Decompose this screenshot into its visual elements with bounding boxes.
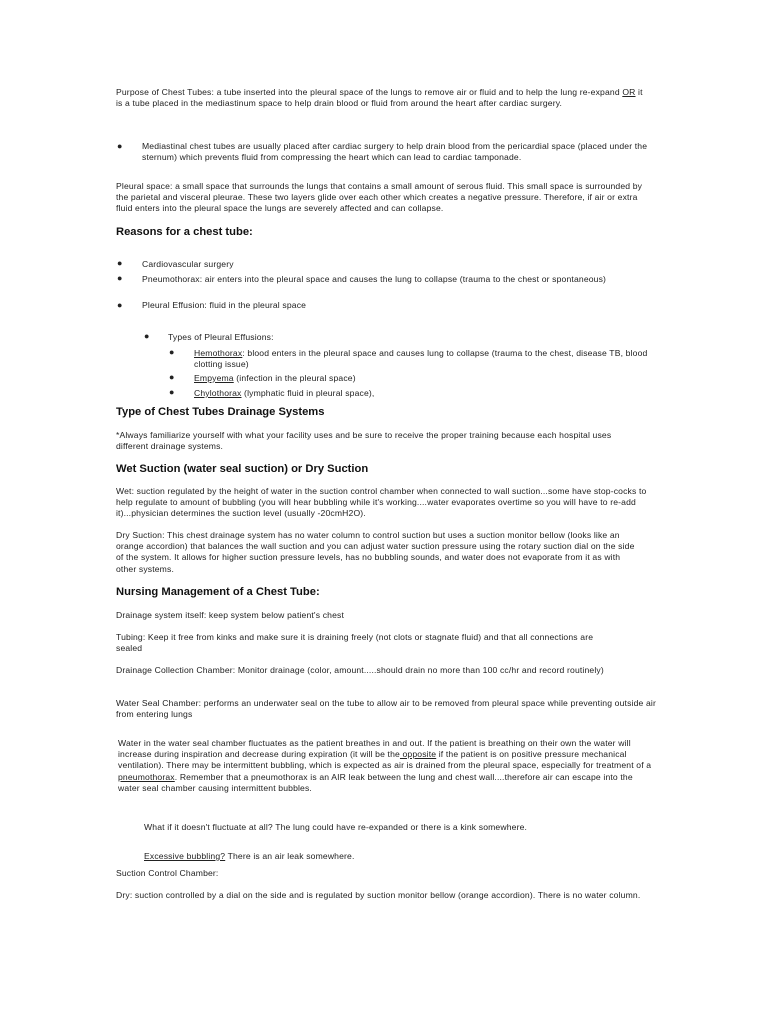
effusion-desc: : blood enters in the pleural space and causes lung to collapse (trauma to the chest, disease TB, blood clotting issue) — [194, 348, 648, 370]
excessive-bubbling-desc: There is an air leak somewhere. — [225, 851, 355, 861]
reason-item: Cardiovascular surgery — [142, 259, 234, 269]
drainage-heading: Type of Chest Tubes Drainage Systems — [116, 406, 325, 418]
effusion-types-label: Types of Pleural Effusions: — [168, 332, 274, 342]
fluct-pneumothorax: pneumothorax — [118, 771, 175, 782]
purpose-or: OR — [622, 87, 636, 97]
effusion-item — [194, 348, 654, 370]
bullet-icon: ● — [117, 141, 123, 151]
effusion-term: Chylothorax — [194, 388, 242, 398]
purpose-text-1: Purpose of Chest Tubes: a tube inserted into the pleural space of the lungs to remove air or fluid and to help the lung re-expand — [116, 87, 623, 97]
purpose-paragraph — [116, 87, 646, 109]
reasons-heading: Reasons for a chest tube: — [116, 226, 253, 238]
effusion-term: Hemothorax — [194, 348, 243, 358]
dry-control-text: Dry: suction controlled by a dial on the side and is regulated by suction monitor bellow (orange accordion). There is no water column. — [116, 890, 641, 900]
purpose-text-2: it is a tube placed in the mediastinum space to help drain blood or fluid from around the heart after cardiac surgery. — [116, 87, 643, 109]
fluct-text-1: Water in the water seal chamber fluctuates as the patient breathes in and out. If the patient is breathing on their own the water will increase during inspiration and decrease during expiration (it will be the — [118, 738, 631, 760]
fluct-text-2: if the patient is on positive pressure mechanical ventilation). There may be intermittent bubbling, which is expected as air is drained from the pleural space, especially for treatment of a — [118, 749, 652, 771]
suction-control-label: Suction Control Chamber: — [116, 868, 219, 878]
excessive-bubbling-text — [144, 851, 644, 862]
reason-item: Pneumothorax: air enters into the pleural space and causes the lung to collapse (trauma to the chest or spontaneous) — [142, 274, 607, 284]
mediastinal-bullet-text: Mediastinal chest tubes are usually placed after cardiac surgery to help drain blood from the pericardial space (placed under the sternum) which prevents fluid from compressing the heart which can lead to cardiac tamponade. — [142, 141, 648, 163]
excessive-bubbling-term: Excessive bubbling? — [144, 851, 226, 861]
wet-suction-paragraph: Wet: suction regulated by the height of water in the suction control chamber when connected to wall suction...some have stop-cocks to help regulate to amount of bubbling (you will hear bubbling while it's working....water evaporates overtime so you will have to re-add it)...physician determines the suction level (usually -20cmH2O). — [116, 486, 647, 519]
effusion-item — [194, 388, 654, 399]
no-fluctuation-text: What if it doesn't fluctuate at all? The lung could have re-expanded or there is a kink somewhere. — [144, 822, 528, 832]
effusion-term: Empyema — [194, 373, 234, 383]
bullet-icon: ● — [169, 347, 175, 357]
dry-suction-paragraph: Dry Suction: This chest drainage system has no water column to control suction but uses a suction monitor bellow (looks like an orange accordion) that balances the wall suction and you can adjust water suction pressure using the rotary suction dial on the side of the system. It allows for higher suction pressure levels, has no bubbling sounds, and water does not evaporate from it as with other systems. — [116, 530, 635, 574]
water-seal-text: Water Seal Chamber: performs an underwater seal on the tube to allow air to be removed from pleural space while preventing outside air from entering lungs — [116, 698, 656, 720]
fluct-opposite: opposite — [399, 749, 437, 760]
reason-item: Pleural Effusion: fluid in the pleural space — [142, 300, 307, 310]
bullet-icon: ● — [117, 273, 123, 283]
fluct-text-3: . Remember that a pneumothorax is an AIR leak between the lung and chest wall....therefore air can escape into the water seal chamber causing intermittent bubbles. — [118, 771, 633, 793]
nursing-heading: Nursing Management of a Chest Tube: — [116, 586, 320, 598]
drainage-note: *Always familiarize yourself with what your facility uses and be sure to receive the proper training because each hospital uses different drainage systems. — [116, 430, 612, 452]
pleural-space-paragraph: Pleural space: a small space that surrounds the lungs that contains a small amount of serous fluid. This small space is surrounded by the parietal and visceral pleurae. These two layers glide over each other which creates a negative pressure. Therefore, if air or extra fluid enters into the pleural space the lungs are severely affected and can collapse. — [116, 181, 643, 214]
bullet-icon: ● — [117, 300, 123, 310]
effusion-desc: (lymphatic fluid in pleural space), — [241, 388, 375, 398]
drainage-system-text: Drainage system itself: keep system below patient's chest — [116, 610, 344, 620]
suction-heading: Wet Suction (water seal suction) or Dry Suction — [116, 463, 369, 475]
tubing-text: Tubing: Keep it free from kinks and make sure it is draining freely (not clots or stagnate fluid) and that all connections are sealed — [116, 632, 594, 654]
bullet-icon: ● — [144, 331, 150, 341]
effusion-item — [194, 373, 654, 384]
collection-chamber-text: Drainage Collection Chamber: Monitor drainage (color, amount.....should drain no more than 100 cc/hr and record routinely) — [116, 665, 604, 675]
effusion-desc: (infection in the pleural space) — [233, 373, 356, 383]
bullet-icon: ● — [169, 387, 175, 397]
bullet-icon: ● — [169, 372, 175, 382]
fluctuation-paragraph — [118, 738, 654, 794]
bullet-icon: ● — [117, 258, 123, 268]
